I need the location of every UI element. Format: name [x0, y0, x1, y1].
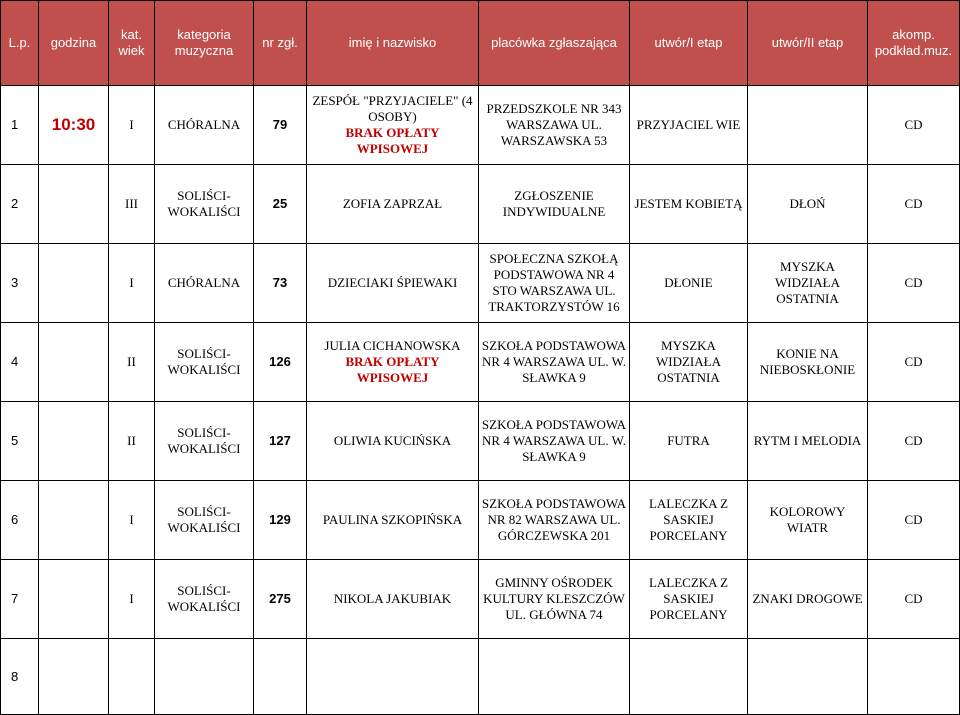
cell-akomp	[868, 481, 960, 560]
cell-kat-wiek-text: I	[129, 117, 134, 132]
cell-nr-zgl-text: 275	[269, 591, 291, 606]
cell-utwor-1	[630, 560, 748, 639]
cell-name	[307, 639, 479, 715]
cell-lp	[1, 165, 39, 244]
cell-utwor-2	[748, 481, 868, 560]
cell-kat-wiek	[109, 560, 155, 639]
cell-utwor-2-text: RYTM I MELODIA	[753, 433, 862, 448]
cell-utwor-1	[630, 86, 748, 165]
cell-utwor-1-text: JESTEM KOBIETĄ	[634, 196, 743, 211]
cell-name	[307, 323, 479, 402]
cell-akomp-text: CD	[904, 275, 923, 290]
cell-kat-wiek	[109, 244, 155, 323]
cell-lp	[1, 402, 39, 481]
cell-time	[39, 402, 109, 481]
cell-utwor-2	[748, 165, 868, 244]
cell-lp-text: 3	[11, 275, 19, 290]
cell-lp	[1, 86, 39, 165]
cell-kategoria-text: CHÓRALNA	[167, 275, 241, 290]
cell-placowka-text: SZKOŁA PODSTAWOWA NR 82 WARSZAWA UL. GÓRCZEWSKA 201	[481, 496, 627, 543]
cell-time-text: 10:30	[51, 115, 96, 134]
header-placowka: placówka zgłaszająca	[479, 1, 630, 86]
cell-nr-zgl-text: 126	[269, 354, 291, 369]
cell-placowka	[479, 86, 630, 165]
participant-name: PAULINA SZKOPIŃSKA	[322, 512, 463, 527]
cell-utwor-1-text: FUTRA	[667, 433, 710, 448]
cell-kat-wiek	[109, 639, 155, 715]
cell-utwor-2	[748, 560, 868, 639]
cell-time	[39, 560, 109, 639]
participant-name: OLIWIA KUCIŃSKA	[333, 433, 452, 448]
cell-utwor-2-text: DŁOŃ	[789, 196, 826, 211]
cell-kategoria	[155, 86, 254, 165]
cell-placowka-text: SZKOŁA PODSTAWOWA NR 4 WARSZAWA UL. W. SŁAWKA 9	[481, 338, 627, 385]
cell-placowka-text: ZGŁOSZENIE INDYWIDUALNE	[502, 188, 606, 219]
cell-utwor-1-text: LALECZKA Z SASKIEJ PORCELANY	[648, 575, 729, 622]
fee-warning: BRAK OPŁATY WPISOWEJ	[345, 354, 440, 385]
cell-lp	[1, 323, 39, 402]
cell-utwor-1-text: PRZYJACIEL WIE	[636, 117, 741, 132]
cell-utwor-1-text: MYSZKA WIDZIAŁA OSTATNIA	[656, 338, 721, 385]
cell-nr-zgl-text: 127	[269, 433, 291, 448]
cell-utwor-2-text: ZNAKI DROGOWE	[752, 591, 863, 606]
cell-utwor-2	[748, 639, 868, 715]
table-row	[1, 165, 960, 244]
cell-placowka	[479, 481, 630, 560]
cell-lp-text: 5	[11, 433, 19, 448]
cell-kategoria	[155, 244, 254, 323]
cell-name	[307, 560, 479, 639]
cell-placowka	[479, 323, 630, 402]
header-utwor-2: utwór/II etap	[748, 1, 868, 86]
participant-name: ZOFIA ZAPRZAŁ	[342, 196, 443, 211]
cell-utwor-1	[630, 481, 748, 560]
cell-kat-wiek	[109, 402, 155, 481]
cell-nr-zgl	[254, 244, 307, 323]
header-row	[1, 1, 960, 86]
cell-lp	[1, 244, 39, 323]
cell-akomp-text: CD	[904, 512, 923, 527]
cell-kat-wiek-text: III	[125, 196, 138, 211]
cell-utwor-2	[748, 86, 868, 165]
participant-name: ZESPÓŁ "PRZYJACIELE" (4 OSOBY)	[312, 93, 473, 124]
header-nr-zgl: nr zgł.	[254, 1, 307, 86]
cell-placowka	[479, 244, 630, 323]
cell-kategoria	[155, 560, 254, 639]
cell-time	[39, 165, 109, 244]
cell-lp	[1, 560, 39, 639]
header-kat-wiek: kat. wiek	[109, 1, 155, 86]
cell-akomp-text: CD	[904, 117, 923, 132]
table-row	[1, 639, 960, 715]
cell-name	[307, 86, 479, 165]
cell-akomp	[868, 560, 960, 639]
cell-kategoria	[155, 481, 254, 560]
cell-placowka	[479, 402, 630, 481]
cell-name	[307, 481, 479, 560]
fee-warning: BRAK OPŁATY WPISOWEJ	[345, 125, 440, 156]
cell-utwor-1-text: DŁONIE	[664, 275, 713, 290]
cell-nr-zgl-text: 73	[272, 275, 288, 290]
cell-lp	[1, 481, 39, 560]
table-row	[1, 244, 960, 323]
cell-kategoria-text: SOLIŚCI- WOKALIŚCI	[167, 346, 241, 377]
cell-time	[39, 86, 109, 165]
cell-time	[39, 481, 109, 560]
cell-time	[39, 323, 109, 402]
cell-placowka-text: GMINNY OŚRODEK KULTURY KLESZCZÓW UL. GŁÓWNA 74	[483, 575, 625, 622]
cell-kat-wiek-text: I	[129, 512, 134, 527]
cell-placowka	[479, 165, 630, 244]
cell-utwor-1	[630, 639, 748, 715]
cell-lp	[1, 639, 39, 715]
cell-name	[307, 165, 479, 244]
cell-kat-wiek-text: II	[127, 354, 136, 369]
cell-nr-zgl-text: 79	[272, 117, 288, 132]
header-utwor-1: utwór/I etap	[630, 1, 748, 86]
cell-akomp-text: CD	[904, 433, 923, 448]
cell-kategoria-text: SOLIŚCI- WOKALIŚCI	[167, 583, 241, 614]
cell-lp-text: 6	[11, 512, 19, 527]
header-lp: L.p.	[1, 1, 39, 86]
cell-nr-zgl	[254, 86, 307, 165]
cell-lp-text: 7	[11, 591, 19, 606]
cell-akomp	[868, 165, 960, 244]
participant-name: NIKOLA JAKUBIAK	[333, 591, 452, 606]
cell-time	[39, 639, 109, 715]
cell-nr-zgl	[254, 481, 307, 560]
cell-kategoria-text: SOLIŚCI- WOKALIŚCI	[167, 504, 241, 535]
cell-kategoria	[155, 639, 254, 715]
cell-lp-text: 2	[11, 196, 19, 211]
table-row	[1, 86, 960, 165]
participant-name: JULIA CICHANOWSKA	[324, 338, 461, 353]
cell-utwor-1-text: LALECZKA Z SASKIEJ PORCELANY	[648, 496, 729, 543]
cell-placowka-text: SZKOŁA PODSTAWOWA NR 4 WARSZAWA UL. W. SŁAWKA 9	[481, 417, 627, 464]
cell-name	[307, 402, 479, 481]
cell-nr-zgl	[254, 402, 307, 481]
header-akomp: akomp. podkład.muz.	[868, 1, 960, 86]
cell-nr-zgl-text: 129	[269, 512, 291, 527]
cell-placowka	[479, 560, 630, 639]
cell-kategoria-text: SOLIŚCI- WOKALIŚCI	[167, 425, 241, 456]
cell-kategoria-text: SOLIŚCI- WOKALIŚCI	[167, 188, 241, 219]
cell-utwor-2	[748, 402, 868, 481]
cell-nr-zgl	[254, 560, 307, 639]
cell-utwor-2-text: KONIE NA NIEBOSKŁONIE	[759, 346, 856, 377]
cell-utwor-1	[630, 323, 748, 402]
participant-name: DZIECIAKI ŚPIEWAKI	[327, 275, 458, 290]
cell-kategoria	[155, 402, 254, 481]
cell-utwor-1	[630, 165, 748, 244]
cell-akomp	[868, 323, 960, 402]
cell-utwor-1	[630, 402, 748, 481]
cell-nr-zgl	[254, 639, 307, 715]
cell-kat-wiek-text: II	[127, 433, 136, 448]
table-row	[1, 560, 960, 639]
cell-lp-text: 4	[11, 354, 19, 369]
cell-utwor-1	[630, 244, 748, 323]
cell-kat-wiek	[109, 323, 155, 402]
cell-kat-wiek	[109, 165, 155, 244]
cell-time	[39, 244, 109, 323]
cell-akomp	[868, 639, 960, 715]
cell-kategoria-text: CHÓRALNA	[167, 117, 241, 132]
cell-akomp	[868, 86, 960, 165]
cell-kat-wiek-text: I	[129, 275, 134, 290]
cell-akomp-text: CD	[904, 196, 923, 211]
cell-kategoria	[155, 323, 254, 402]
cell-akomp-text: CD	[904, 354, 923, 369]
cell-kat-wiek	[109, 86, 155, 165]
header-imie-nazwisko: imię i nazwisko	[307, 1, 479, 86]
cell-kat-wiek	[109, 481, 155, 560]
cell-placowka-text: PRZEDSZKOLE NR 343 WARSZAWA UL. WARSZAWSKA 53	[486, 101, 622, 148]
cell-utwor-2-text: MYSZKA WIDZIAŁA OSTATNIA	[775, 259, 840, 306]
cell-nr-zgl	[254, 165, 307, 244]
cell-nr-zgl	[254, 323, 307, 402]
table-row	[1, 481, 960, 560]
header-godzina: godzina	[39, 1, 109, 86]
cell-nr-zgl-text: 25	[272, 196, 288, 211]
cell-kategoria	[155, 165, 254, 244]
table-row	[1, 323, 960, 402]
cell-placowka	[479, 639, 630, 715]
cell-akomp-text: CD	[904, 591, 923, 606]
cell-akomp	[868, 402, 960, 481]
cell-kat-wiek-text: I	[129, 591, 134, 606]
header-kategoria: kategoria muzyczna	[155, 1, 254, 86]
cell-lp-text: 8	[11, 668, 19, 684]
cell-utwor-2	[748, 244, 868, 323]
table-row	[1, 402, 960, 481]
cell-placowka-text: SPOŁECZNA SZKOŁĄ PODSTAWOWA NR 4 STO WARSZAWA UL. TRAKTORZYSTÓW 16	[488, 251, 620, 314]
cell-utwor-2	[748, 323, 868, 402]
cell-utwor-2-text: KOLOROWY WIATR	[769, 504, 846, 535]
cell-lp-text: 1	[11, 117, 19, 132]
cell-name	[307, 244, 479, 323]
cell-akomp	[868, 244, 960, 323]
